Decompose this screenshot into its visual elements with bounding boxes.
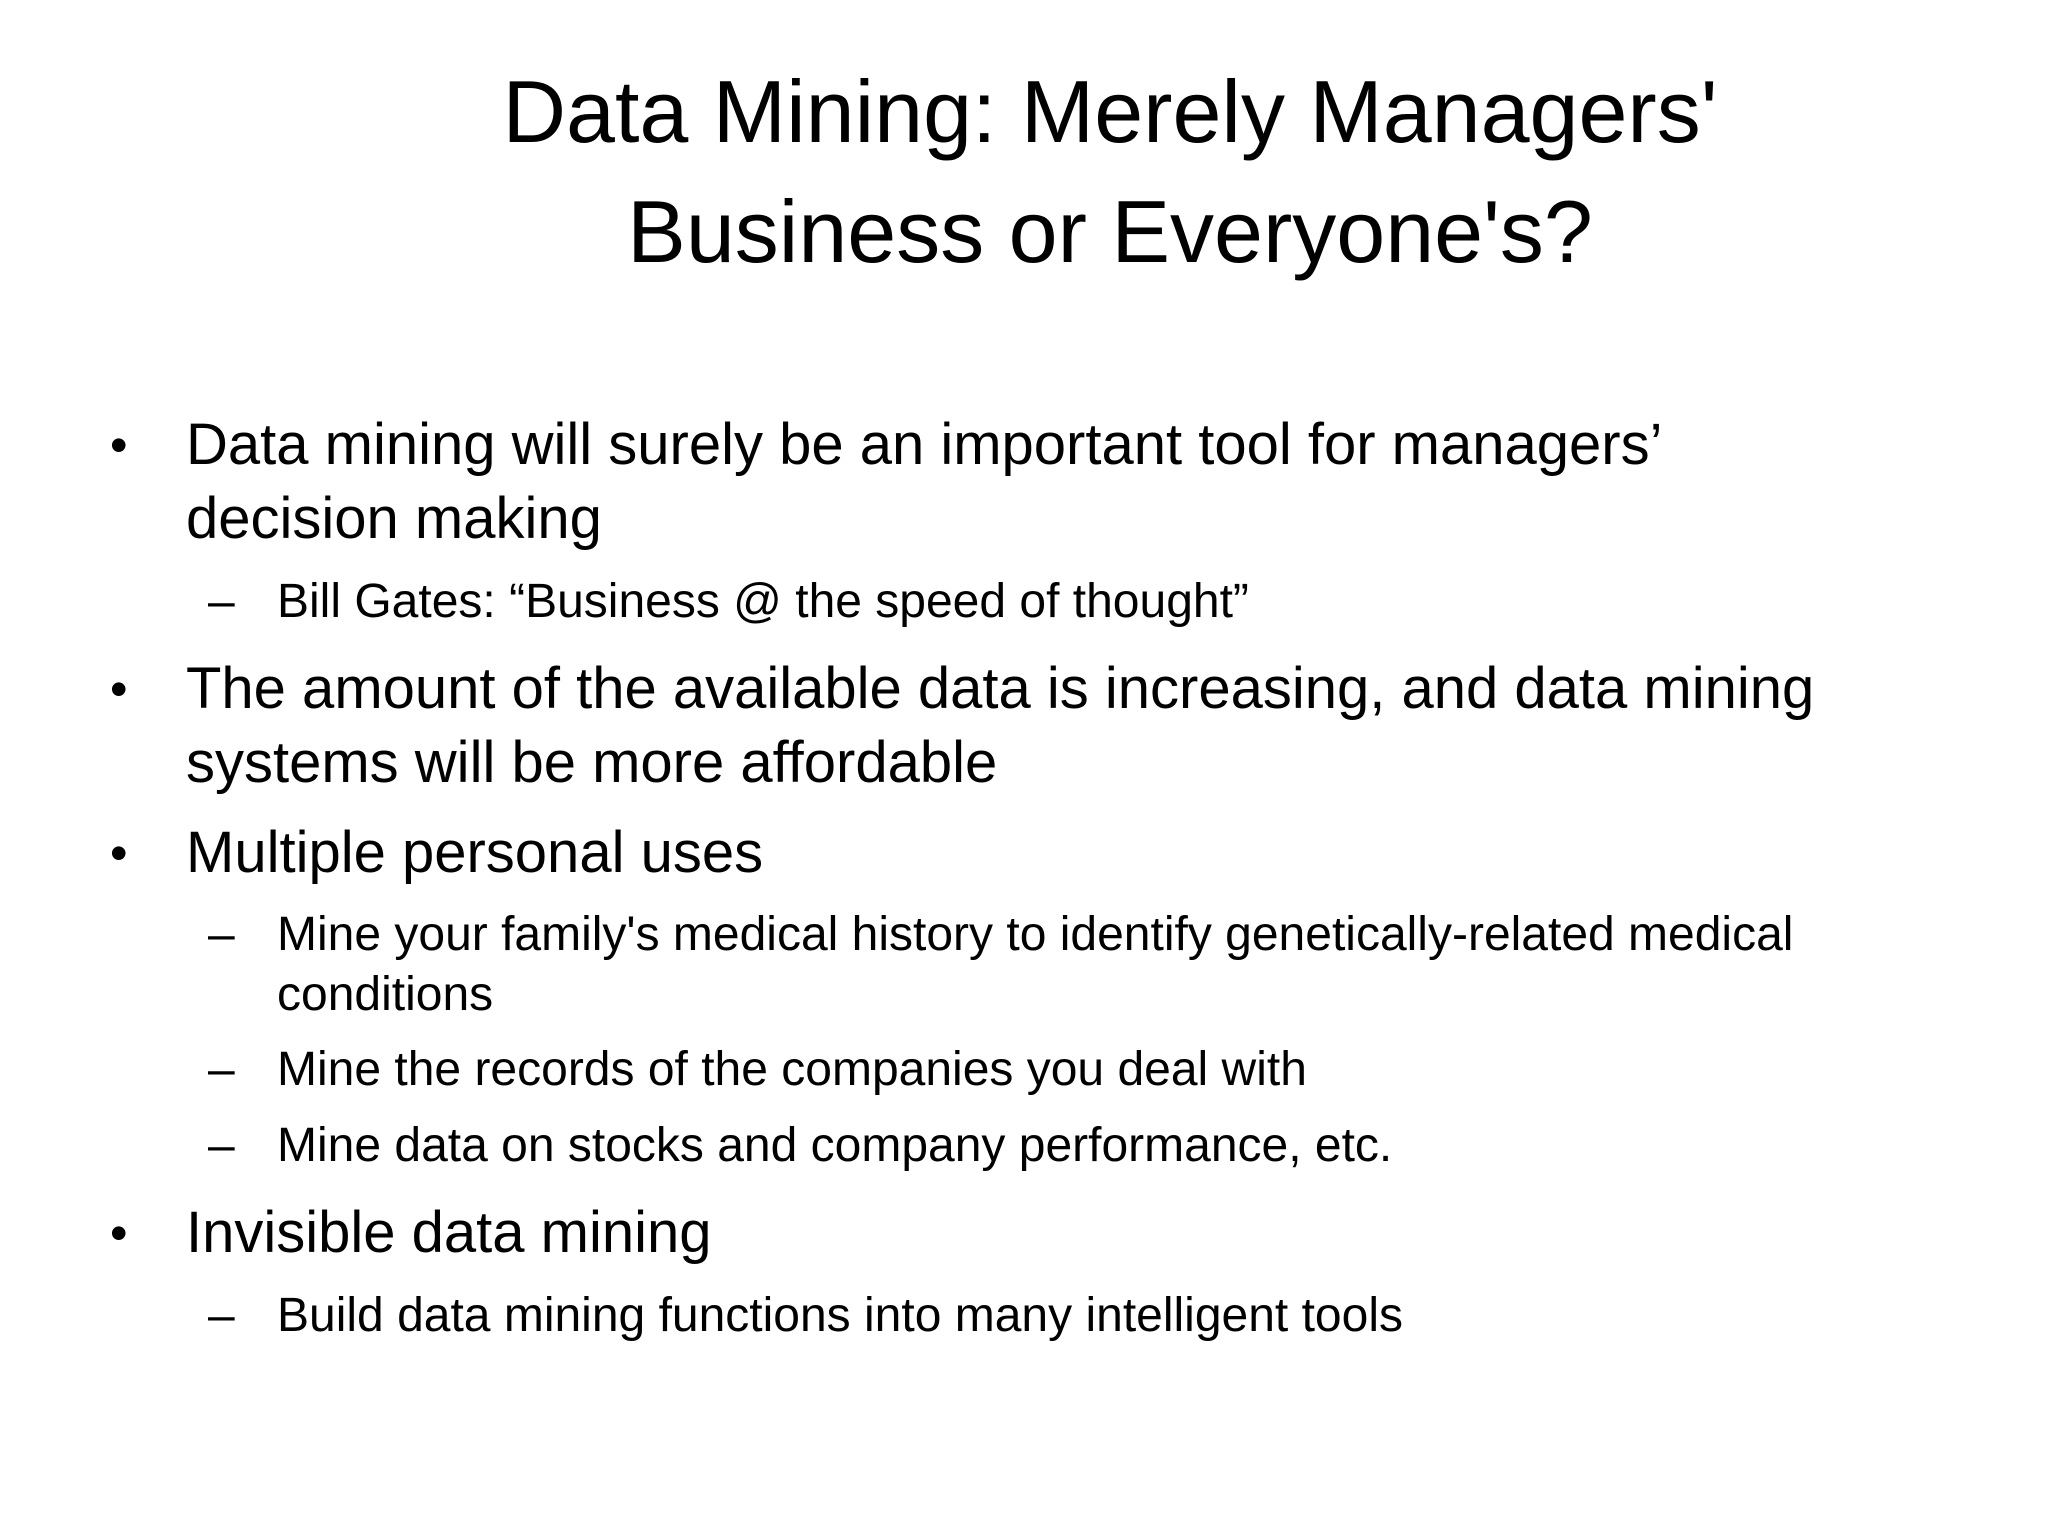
bullet-marker: •: [110, 825, 128, 881]
bullet-marker: •: [110, 661, 128, 717]
sub-bullet-item: Mine your family's medical history to identify genetically-related medical conditions: [277, 908, 1794, 1021]
bullet-item: Data mining will surely be an important tool for managers’ decision making: [186, 412, 1661, 551]
bullet-marker: •: [110, 1205, 128, 1261]
sub-bullet-item: Bill Gates: “Business @ the speed of thought”: [277, 575, 1249, 628]
bullet-marker: •: [110, 417, 128, 473]
sub-bullet-marker: –: [208, 908, 235, 961]
bullet-item: The amount of the available data is increasing, and data mining systems will be more affordable: [186, 656, 1815, 795]
sub-bullet-marker: –: [208, 575, 235, 628]
bullet-item: Multiple personal uses: [186, 820, 764, 885]
slide-title-line-1: Data Mining: Merely Managers': [502, 62, 1718, 161]
sub-bullet-marker: –: [208, 1043, 235, 1096]
bullet-item: Invisible data mining: [186, 1200, 712, 1265]
sub-bullet-item: Mine data on stocks and company performance, etc.: [277, 1119, 1393, 1172]
slide-title-line-2: Business or Everyone's?: [627, 182, 1593, 281]
sub-bullet-item: Mine the records of the companies you deal with: [277, 1043, 1307, 1096]
sub-bullet-item: Build data mining functions into many intelligent tools: [277, 1289, 1403, 1342]
sub-bullet-marker: –: [208, 1119, 235, 1172]
sub-bullet-marker: –: [208, 1289, 235, 1342]
